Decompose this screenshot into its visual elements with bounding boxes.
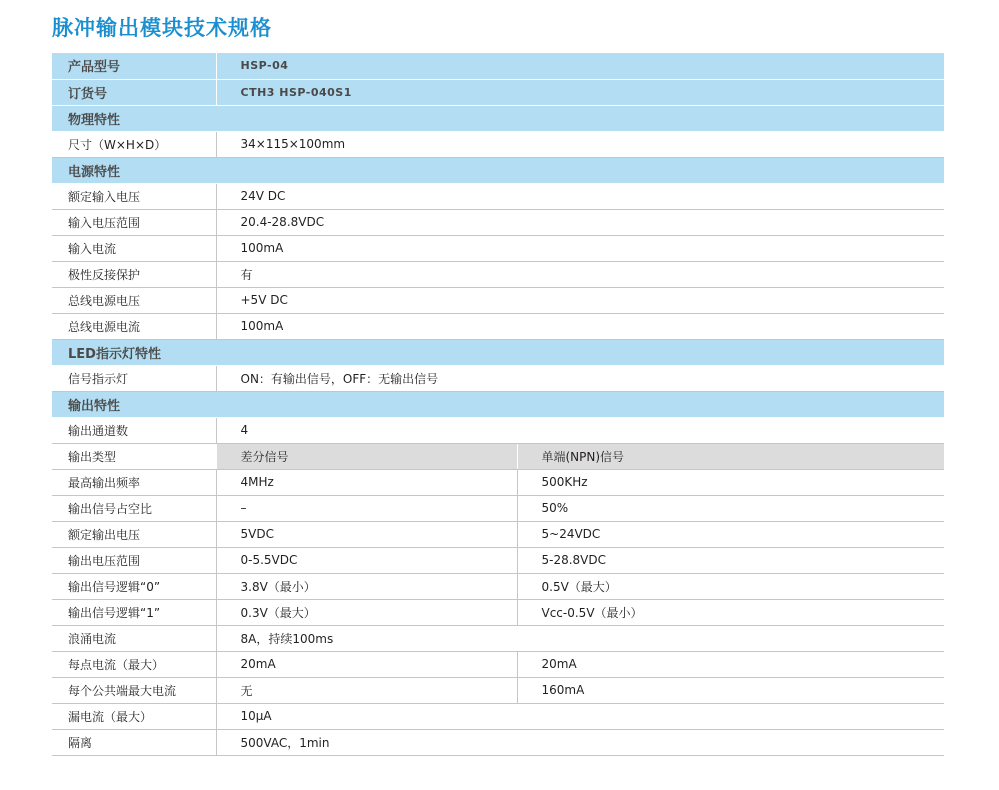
page-title: 脉冲输出模块技术规格 bbox=[52, 16, 272, 40]
row-label: 额定输出电压 bbox=[52, 521, 216, 547]
table-row bbox=[52, 729, 944, 755]
row-value: ON：有输出信号，OFF：无输出信号 bbox=[216, 365, 944, 391]
row-value-single-ended: 5-28.8VDC bbox=[517, 547, 944, 573]
spec-header-row bbox=[52, 53, 944, 79]
differential-signal-header: 差分信号 bbox=[216, 443, 517, 469]
table-row bbox=[52, 131, 944, 157]
table-row bbox=[52, 261, 944, 287]
row-label: 输出信号占空比 bbox=[52, 495, 216, 521]
spec-table bbox=[52, 53, 944, 756]
row-label: 输入电流 bbox=[52, 235, 216, 261]
row-value-single-ended: 50% bbox=[517, 495, 944, 521]
row-label: 总线电源电压 bbox=[52, 287, 216, 313]
spec-header-row bbox=[52, 79, 944, 105]
row-value-differential: 20mA bbox=[216, 651, 517, 677]
row-value: 100mA bbox=[216, 235, 944, 261]
row-value: 500VAC，1min bbox=[216, 729, 944, 755]
row-value-differential: 0-5.5VDC bbox=[216, 547, 517, 573]
row-label: 每个公共端最大电流 bbox=[52, 677, 216, 703]
row-value-differential: – bbox=[216, 495, 517, 521]
section-header bbox=[52, 391, 944, 417]
row-value-single-ended: 0.5V（最大） bbox=[517, 573, 944, 599]
table-row bbox=[52, 287, 944, 313]
row-label: 最高输出频率 bbox=[52, 469, 216, 495]
table-row bbox=[52, 495, 944, 521]
row-label: 浪涌电流 bbox=[52, 625, 216, 651]
row-label: 输入电压范围 bbox=[52, 209, 216, 235]
table-row bbox=[52, 521, 944, 547]
row-value-differential: 4MHz bbox=[216, 469, 517, 495]
table-row bbox=[52, 677, 944, 703]
row-label: 信号指示灯 bbox=[52, 365, 216, 391]
row-value-single-ended: 160mA bbox=[517, 677, 944, 703]
section-title-led: LED指示灯特性 bbox=[52, 339, 944, 365]
model-value: HSP-04 bbox=[216, 53, 944, 79]
row-label: 额定输入电压 bbox=[52, 183, 216, 209]
table-row bbox=[52, 703, 944, 729]
row-value: +5V DC bbox=[216, 287, 944, 313]
table-row bbox=[52, 235, 944, 261]
section-title-physical: 物理特性 bbox=[52, 105, 944, 131]
model-label: 产品型号 bbox=[52, 53, 216, 79]
table-row bbox=[52, 651, 944, 677]
table-row bbox=[52, 547, 944, 573]
row-label: 输出电压范围 bbox=[52, 547, 216, 573]
table-row bbox=[52, 417, 944, 443]
table-row bbox=[52, 183, 944, 209]
table-row bbox=[52, 469, 944, 495]
single-ended-signal-header: 单端(NPN)信号 bbox=[517, 443, 944, 469]
row-value: 34×115×100mm bbox=[216, 131, 944, 157]
table-row bbox=[52, 209, 944, 235]
row-value-single-ended: 500KHz bbox=[517, 469, 944, 495]
output-type-row bbox=[52, 443, 944, 469]
row-label: 输出信号逻辑“1” bbox=[52, 599, 216, 625]
row-value: 100mA bbox=[216, 313, 944, 339]
row-label: 每点电流（最大） bbox=[52, 651, 216, 677]
table-row bbox=[52, 573, 944, 599]
section-header bbox=[52, 157, 944, 183]
row-value: 20.4-28.8VDC bbox=[216, 209, 944, 235]
row-value-differential: 无 bbox=[216, 677, 517, 703]
row-value: 10μA bbox=[216, 703, 944, 729]
row-value: 4 bbox=[216, 417, 944, 443]
section-title-output: 输出特性 bbox=[52, 391, 944, 417]
row-value-single-ended: 5~24VDC bbox=[517, 521, 944, 547]
row-label: 极性反接保护 bbox=[52, 261, 216, 287]
row-value-differential: 5VDC bbox=[216, 521, 517, 547]
row-value-differential: 0.3V（最大） bbox=[216, 599, 517, 625]
table-row bbox=[52, 313, 944, 339]
row-label: 总线电源电流 bbox=[52, 313, 216, 339]
section-header bbox=[52, 339, 944, 365]
row-label: 漏电流（最大） bbox=[52, 703, 216, 729]
order-number-label: 订货号 bbox=[52, 79, 216, 105]
table-row bbox=[52, 625, 944, 651]
order-number-value: CTH3 HSP-040S1 bbox=[216, 79, 944, 105]
row-value: 24V DC bbox=[216, 183, 944, 209]
row-value-differential: 3.8V（最小） bbox=[216, 573, 517, 599]
row-label: 隔离 bbox=[52, 729, 216, 755]
section-title-power: 电源特性 bbox=[52, 157, 944, 183]
row-label: 输出信号逻辑“0” bbox=[52, 573, 216, 599]
row-label: 输出通道数 bbox=[52, 417, 216, 443]
row-label: 尺寸（W×H×D） bbox=[52, 131, 216, 157]
table-row bbox=[52, 599, 944, 625]
row-value: 8A，持续100ms bbox=[216, 625, 944, 651]
table-row bbox=[52, 365, 944, 391]
row-value: 有 bbox=[216, 261, 944, 287]
row-value-single-ended: 20mA bbox=[517, 651, 944, 677]
row-value-single-ended: Vcc-0.5V（最小） bbox=[517, 599, 944, 625]
section-header bbox=[52, 105, 944, 131]
row-label: 输出类型 bbox=[52, 443, 216, 469]
